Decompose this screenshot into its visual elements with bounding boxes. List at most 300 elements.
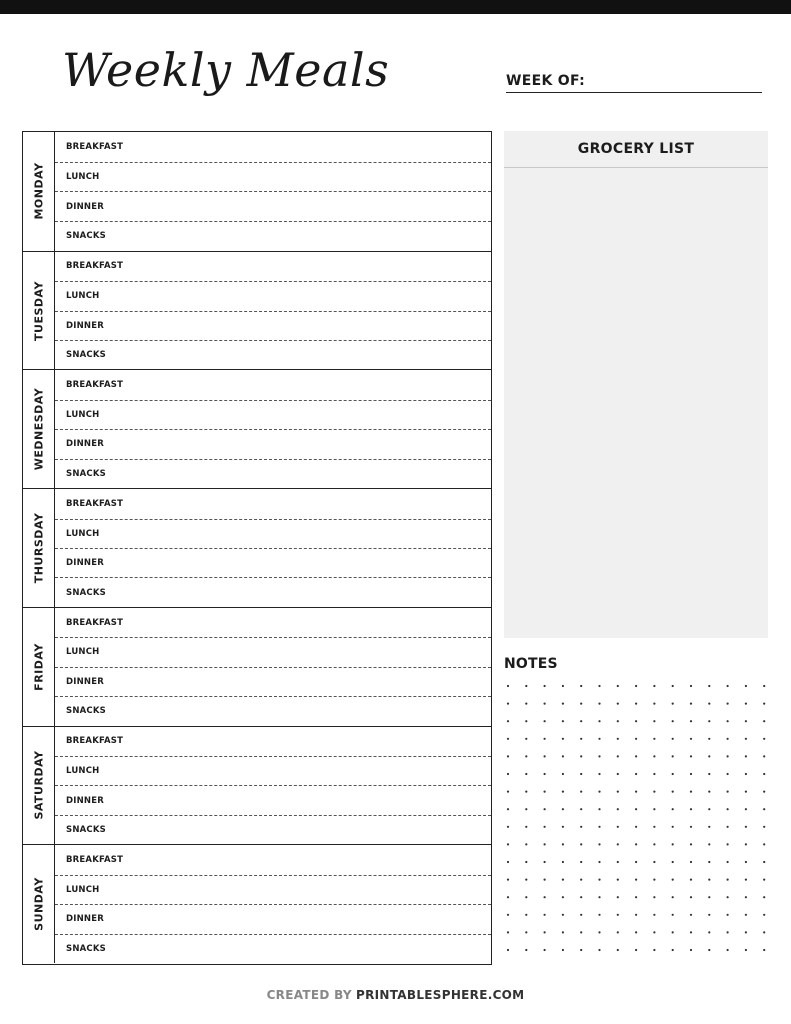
grid-dot [672,755,674,757]
grid-dot [507,738,509,740]
grid-dot [544,896,546,898]
grid-dot [562,861,564,863]
grid-dot [525,843,527,845]
grid-dot [617,861,619,863]
grid-dot [745,808,747,810]
day-name-cell [23,132,55,251]
grocery-list-title: GROCERY LIST [504,131,768,168]
grid-dot [690,879,692,881]
grid-dot [727,773,729,775]
grid-dot [745,720,747,722]
grid-dot [635,773,637,775]
grid-dot [635,755,637,757]
grid-dot [672,791,674,793]
grid-dot [544,720,546,722]
meal-label: BREAKFAST [66,380,124,391]
grid-dot [708,773,710,775]
grid-dot [544,879,546,881]
day-block-tuesday [23,251,491,370]
meal-row-dinner[interactable] [55,548,491,577]
page-title: Weekly Meals [62,43,390,97]
grid-dot [525,879,527,881]
grid-dot [690,685,692,687]
day-name-label: WEDNESDAY [32,388,45,471]
grid-dot [690,773,692,775]
meal-row-breakfast[interactable] [55,845,491,874]
grid-dot [727,896,729,898]
grid-dot [745,914,747,916]
grid-dot [580,843,582,845]
grid-dot [617,703,619,705]
grid-dot [507,791,509,793]
footer-prefix: CREATED BY [266,988,352,1002]
grid-dot [727,808,729,810]
grid-dot [635,703,637,705]
meal-label: BREAKFAST [66,261,124,272]
grid-dot [617,914,619,916]
grid-dot [507,685,509,687]
day-block-thursday [23,488,491,607]
grid-dot [708,791,710,793]
grid-dot [763,931,765,933]
grid-dot [525,773,527,775]
grid-dot [562,949,564,951]
grid-dot [562,826,564,828]
meal-row-dinner[interactable] [55,785,491,814]
meal-rows [55,370,491,488]
grid-dot [544,738,546,740]
meal-row-breakfast[interactable] [55,132,491,162]
grid-dot [745,826,747,828]
meal-row-dinner[interactable] [55,667,491,696]
grid-dot [544,949,546,951]
grid-dot [562,773,564,775]
grid-dot [598,931,600,933]
grid-dot [507,703,509,705]
grid-dot [562,755,564,757]
grid-dot [525,896,527,898]
grid-dot [763,773,765,775]
grid-dot [525,931,527,933]
grid-dot [617,685,619,687]
grid-dot [708,914,710,916]
grid-dot [653,914,655,916]
day-block-wednesday [23,369,491,488]
grid-dot [544,931,546,933]
grid-dot [763,755,765,757]
grid-dot [653,738,655,740]
grid-dot [617,720,619,722]
grid-dot [525,685,527,687]
grid-dot [708,720,710,722]
meal-label: SNACKS [66,587,106,598]
grid-dot [598,720,600,722]
grid-dot [617,931,619,933]
meal-label: BREAKFAST [66,854,124,865]
grid-dot [635,879,637,881]
grid-dot [708,861,710,863]
grid-dot [653,896,655,898]
grid-dot [690,896,692,898]
grid-dot [653,703,655,705]
day-block-friday [23,607,491,726]
grid-dot [562,914,564,916]
grid-dot [635,791,637,793]
grid-dot [745,685,747,687]
grid-dot [745,879,747,881]
footer-site: PRINTABLESPHERE.COM [356,988,525,1002]
grid-dot [653,791,655,793]
meal-row-snacks[interactable] [55,340,491,369]
grid-dot [507,861,509,863]
grid-dot [580,949,582,951]
grid-dot [635,914,637,916]
grid-dot [708,703,710,705]
grid-dot [672,843,674,845]
grid-dot [617,791,619,793]
meal-row-snacks[interactable] [55,221,491,251]
meal-row-snacks[interactable] [55,815,491,844]
grid-dot [653,685,655,687]
grid-dot [525,808,527,810]
meal-row-breakfast[interactable] [55,727,491,756]
grid-dot [617,896,619,898]
grid-dot [598,914,600,916]
meal-planner-table [22,131,492,965]
grid-dot [708,949,710,951]
grid-dot [727,826,729,828]
grid-dot [745,861,747,863]
grid-dot [672,773,674,775]
meal-row-lunch[interactable] [55,162,491,192]
grid-dot [562,931,564,933]
week-of-label: WEEK OF: [506,73,585,89]
grid-dot [544,685,546,687]
grid-dot [690,738,692,740]
grid-dot [635,949,637,951]
grid-dot [690,791,692,793]
grid-dot [507,843,509,845]
grid-dot [525,791,527,793]
grid-dot [598,791,600,793]
meal-row-lunch[interactable] [55,519,491,548]
grid-dot [672,949,674,951]
meal-row-snacks[interactable] [55,696,491,725]
grid-dot [763,879,765,881]
grid-dot [690,931,692,933]
grid-dot [507,826,509,828]
grid-dot [580,861,582,863]
grid-dot [617,808,619,810]
day-name-label: SUNDAY [32,877,45,931]
grid-dot [525,738,527,740]
day-name-label: THURSDAY [32,512,45,584]
grid-dot [635,826,637,828]
grid-dot [598,826,600,828]
grid-dot [507,896,509,898]
grid-dot [745,773,747,775]
meal-row-lunch[interactable] [55,637,491,666]
meal-label: DINNER [66,320,104,331]
grid-dot [507,949,509,951]
meal-label: LUNCH [66,766,100,777]
grid-dot [580,755,582,757]
grid-dot [745,949,747,951]
grid-dot [617,826,619,828]
meal-label: SNACKS [66,468,106,479]
grid-dot [690,949,692,951]
meal-row-lunch[interactable] [55,756,491,785]
grid-dot [525,949,527,951]
grid-dot [708,931,710,933]
grid-dot [562,685,564,687]
grid-dot [763,896,765,898]
meal-row-snacks[interactable] [55,577,491,606]
notes-title: NOTES [504,656,558,672]
grid-dot [763,791,765,793]
grid-dot [507,914,509,916]
meal-label: SNACKS [66,943,106,954]
grid-dot [653,843,655,845]
grid-dot [580,826,582,828]
grid-dot [672,931,674,933]
grid-dot [544,861,546,863]
grid-dot [617,879,619,881]
grid-dot [580,720,582,722]
meal-row-dinner[interactable] [55,191,491,221]
grid-dot [507,773,509,775]
grid-dot [672,914,674,916]
day-name-cell [23,370,55,488]
grid-dot [525,720,527,722]
grid-dot [653,879,655,881]
grid-dot [635,931,637,933]
meal-label: SNACKS [66,706,106,717]
grid-dot [580,685,582,687]
grid-dot [763,914,765,916]
grid-dot [727,931,729,933]
grid-dot [562,808,564,810]
meal-label: BREAKFAST [66,617,124,628]
meal-row-snacks[interactable] [55,459,491,488]
meal-label: LUNCH [66,647,100,658]
grid-dot [727,914,729,916]
meal-row-breakfast[interactable] [55,252,491,281]
day-name-cell [23,489,55,607]
grid-dot [708,879,710,881]
grid-dot [562,738,564,740]
meal-label: LUNCH [66,291,100,302]
grid-dot [525,755,527,757]
notes-dot-grid[interactable] [504,682,772,962]
grid-dot [544,826,546,828]
grid-dot [690,914,692,916]
grid-dot [653,720,655,722]
grid-dot [708,843,710,845]
grid-dot [690,720,692,722]
grid-dot [727,720,729,722]
grid-dot [580,931,582,933]
grid-dot [544,755,546,757]
grid-dot [507,755,509,757]
grid-dot [617,738,619,740]
grid-dot [690,861,692,863]
grid-dot [598,685,600,687]
grid-dot [763,685,765,687]
meal-rows [55,252,491,370]
meal-label: SNACKS [66,825,106,836]
grid-dot [727,843,729,845]
grid-dot [745,896,747,898]
grid-dot [598,861,600,863]
grid-dot [525,861,527,863]
grid-dot [708,808,710,810]
grid-dot [507,879,509,881]
grid-dot [653,826,655,828]
grid-dot [562,843,564,845]
meal-label: DINNER [66,558,104,569]
meal-row-lunch[interactable] [55,281,491,310]
grid-dot [745,755,747,757]
footer-credit [0,988,791,1002]
grid-dot [708,738,710,740]
meal-row-snacks[interactable] [55,934,491,963]
meal-rows [55,727,491,845]
grid-dot [727,949,729,951]
grid-dot [727,755,729,757]
grid-dot [672,896,674,898]
day-block-monday [23,132,491,251]
grid-dot [763,703,765,705]
meal-label: DINNER [66,439,104,450]
grid-dot [562,720,564,722]
grid-dot [562,791,564,793]
grid-dot [507,720,509,722]
grid-dot [672,879,674,881]
grid-dot [580,808,582,810]
grid-dot [763,738,765,740]
grid-dot [580,791,582,793]
meal-label: BREAKFAST [66,736,124,747]
meal-row-breakfast[interactable] [55,608,491,637]
grid-dot [635,720,637,722]
grid-dot [763,861,765,863]
grid-dot [617,949,619,951]
grid-dot [635,861,637,863]
grid-dot [562,879,564,881]
grid-dot [763,949,765,951]
grid-dot [653,755,655,757]
grid-dot [672,703,674,705]
meal-row-breakfast[interactable] [55,489,491,518]
grid-dot [745,931,747,933]
meal-row-dinner[interactable] [55,429,491,458]
grid-dot [635,808,637,810]
meal-label: LUNCH [66,172,100,182]
meal-label: LUNCH [66,528,100,539]
grid-dot [727,703,729,705]
day-name-label: TUESDAY [32,280,45,341]
grid-dot [598,808,600,810]
day-name-label: MONDAY [32,162,45,220]
grid-dot [635,738,637,740]
meal-rows [55,608,491,726]
day-block-saturday [23,726,491,845]
meal-rows [55,132,491,251]
grid-dot [672,861,674,863]
meal-label: DINNER [66,795,104,806]
grid-dot [580,879,582,881]
grid-dot [653,861,655,863]
grid-dot [672,738,674,740]
grid-dot [690,843,692,845]
meal-label: BREAKFAST [66,141,124,152]
day-block-sunday [23,844,491,963]
meal-row-lunch[interactable] [55,875,491,904]
grocery-list-panel[interactable] [504,131,768,638]
day-name-cell [23,608,55,726]
grid-dot [598,896,600,898]
grid-dot [544,914,546,916]
grid-dot [708,755,710,757]
grid-dot [708,896,710,898]
grid-dot [580,896,582,898]
grid-dot [690,826,692,828]
grid-dot [525,826,527,828]
grid-dot [598,949,600,951]
grid-dot [598,755,600,757]
meal-rows [55,845,491,963]
grid-dot [544,791,546,793]
day-name-cell [23,845,55,963]
meal-row-breakfast[interactable] [55,370,491,399]
grid-dot [544,808,546,810]
grid-dot [763,843,765,845]
grid-dot [672,808,674,810]
grid-dot [672,685,674,687]
grid-dot [708,685,710,687]
grid-dot [763,720,765,722]
grid-dot [708,826,710,828]
grid-dot [598,773,600,775]
grid-dot [690,755,692,757]
meal-label: DINNER [66,914,104,925]
grid-dot [690,703,692,705]
grid-dot [617,755,619,757]
day-name-cell [23,727,55,845]
grid-dot [580,738,582,740]
meal-row-lunch[interactable] [55,400,491,429]
grid-dot [580,773,582,775]
grid-dot [745,843,747,845]
grid-dot [507,931,509,933]
grid-dot [653,808,655,810]
grid-dot [617,773,619,775]
grid-dot [690,808,692,810]
grid-dot [635,685,637,687]
week-of-field[interactable] [506,70,762,93]
meal-row-dinner[interactable] [55,311,491,340]
grid-dot [507,808,509,810]
meal-label: DINNER [66,676,104,687]
meal-row-dinner[interactable] [55,904,491,933]
grid-dot [598,703,600,705]
grid-dot [562,703,564,705]
meal-label: BREAKFAST [66,498,124,509]
grid-dot [544,773,546,775]
meal-label: DINNER [66,201,104,212]
grid-dot [580,914,582,916]
